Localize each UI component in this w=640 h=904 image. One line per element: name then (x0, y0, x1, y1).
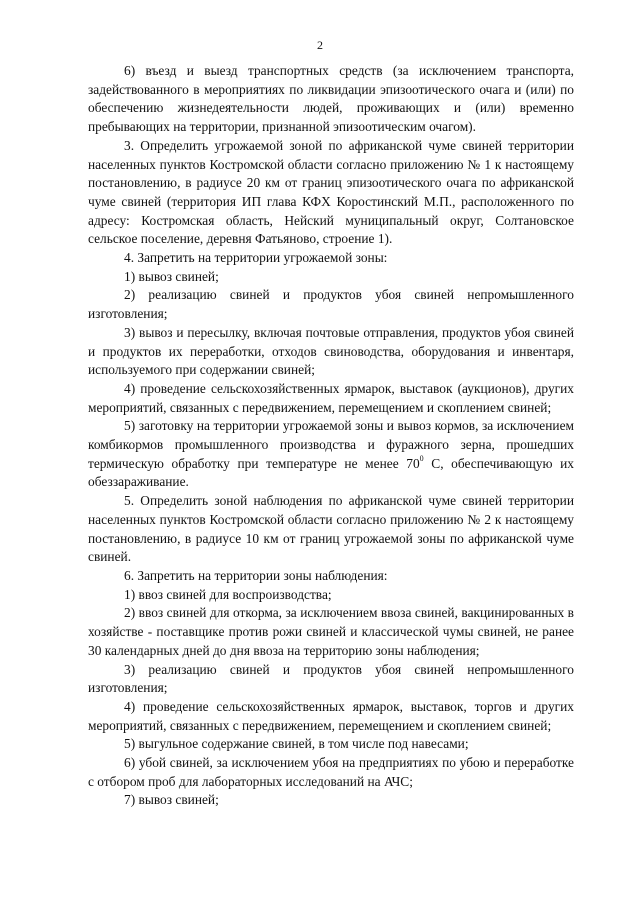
paragraph-6-item-3: 3) реализацию свиней и продуктов убоя свиней непромышленного изготовления; (88, 661, 574, 696)
paragraph-3-threatened-zone: 3. Определить угрожаемой зоной по африканской чуме свиней территории населенных пунктов Костромской области согласно приложению № 1 к настоящему постановлению, в радиусе 20 км от границ эпизоотического очага по африканской чуме свиней (территория ИП глава КФХ Коростинский М.П., расположенного по адресу: Костромская область, Нейский муниципальный округ, Солтановское сельское поселение, деревня Фатьяново, строение 1). (88, 137, 574, 247)
paragraph-item-6-entry-exit: 6) въезд и выезд транспортных средств (за исключением транспорта, задействованного в мероприятиях по ликвидации эпизоотического очага и (или) по обеспечению жизнедеятельности людей, проживающих и (или) временно пребывающих на территории, признанной эпизоотическим очагом). (88, 63, 574, 135)
paragraph-6-prohibitions-heading: 6. Запретить на территории зоны наблюдения: (124, 567, 388, 583)
paragraph-6-item-2: 2) ввоз свиней для откорма, за исключением ввоза свиней, вакцинированных в хозяйстве - поставщике против рожи свиней и классической чумы свиней, не ранее 30 календарных дней до дня ввоза на территорию зоны наблюдения; (88, 605, 574, 658)
page-number: 2 (317, 38, 323, 52)
fodder-text-after: С, обеспечивающую их обеззараживание. (88, 455, 574, 490)
paragraph-4-item-1: 1) вывоз свиней; (124, 268, 219, 284)
document-body (88, 62, 574, 810)
paragraph-6-item-5: 5) выгульное содержание свиней, в том числе под навесами; (124, 736, 469, 752)
paragraph-4-prohibitions-heading: 4. Запретить на территории угрожаемой зоны: (124, 250, 388, 266)
paragraph-6-item-4: 4) проведение сельскохозяйственных ярмарок, выставок, торгов и других мероприятий, связанных с передвижением, перемещением и скоплением свиней; (88, 698, 574, 733)
paragraph-4-item-2: 2) реализацию свиней и продуктов убоя свиней непромышленного изготовления; (88, 287, 574, 322)
paragraph-4-item-3: 3) вывоз и пересылку, включая почтовые отправления, продуктов убоя свиней и продуктов их переработки, отходов свиноводства, оборудования и инвентаря, используемого при содержании свиней; (88, 324, 574, 378)
fodder-text-before: 5) заготовку на территории угрожаемой зоны и вывоз кормов, за исключением комбикормов промышленного производства и фуражного зерна, прошедших термическую обработку при температуре не менее 70 (88, 418, 574, 471)
paragraph-4-item-5 (88, 417, 574, 492)
paragraph-6-item-6: 6) убой свиней, за исключением убоя на предприятиях по убою и переработке с отбором проб для лабораторных исследований на АЧС; (88, 755, 574, 789)
paragraph-6-item-7: 7) вывоз свиней; (124, 792, 219, 808)
paragraph-5-observation-zone: 5. Определить зоной наблюдения по африканской чуме свиней территории населенных пунктов Костромской области согласно приложению № 2 к настоящему постановлению, в радиусе 10 км от границ угрожаемой зоны по африканской чуме свиней. (88, 493, 574, 565)
paragraph-4-item-4: 4) проведение сельскохозяйственных ярмарок, выставок (аукционов), других мероприятий, связанных с передвижением, перемещением и скоплением свиней; (88, 380, 574, 415)
degree-superscript: 0 (419, 454, 424, 464)
paragraph-6-item-1: 1) ввоз свиней для воспроизводства; (124, 586, 332, 602)
